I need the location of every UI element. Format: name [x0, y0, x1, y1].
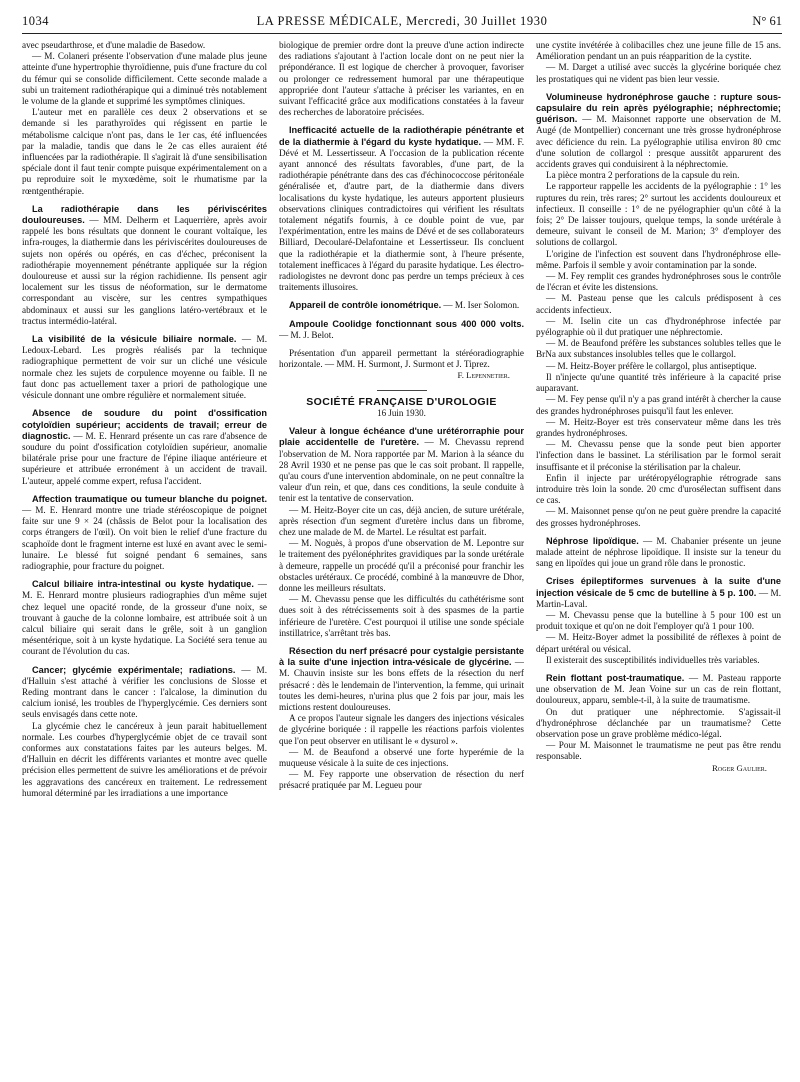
article-heading: La visibilité de la vésicule biliaire normale. — [32, 334, 237, 345]
article-paragraph — [22, 665, 267, 721]
article-heading: Affection traumatique ou tumeur blanche du poignet. — [32, 493, 267, 504]
body-paragraph: Enfin il injecte par urétéropyélographie rétrograde sans introduire très loin la sonde. 20 cmc d'urosélectan suffisent dans ce cas. — [536, 472, 781, 506]
article-text: — M. Martin-Laval. — [536, 587, 781, 609]
article-heading: La radiothérapie dans les périviscérites douloureuses. — [22, 203, 267, 226]
article-text: — M. Iser Solomon. — [441, 300, 520, 311]
article-text: — MM. F. Dévé et M. Lessertisseur. A l'occasion de la publication récente ayant annoncé des résultats favorables, d'une part, de la radiothérapie pénétrante dans des cas d'échinococcose péritonéale généralisée et, d'autre part, de la diathermie dans divers localisations du kyste hydatique, les auteurs apportent plusieurs observations cliniques contradictoires qui vérifient les résultats totalement négatifs fournis, à ce double point de vue, par l'expérimentation, entre les mains de Dévé et de ses collaborateurs Billiard, Decoularé-Delafontaine et Lessertisseur. Ils concluent que la radiothérapie et la diathermie sont, à l'heure présente, totalement inefficaces à l'égard du parasite hydatique. Les électro-radiologistes ne devront donc pas perdre un temps précieux à ces traitements illusoires. — [279, 136, 524, 293]
body-paragraph: — M. Iselin cite un cas d'hydronéphrose infectée par pyélographie où il dut pratiquer une néphrectomie. — [536, 315, 781, 338]
body-paragraph: L'auteur met en parallèle ces deux 2 observations et se demande si les parathyroïdes qui régissent en partie le métabolisme calcique n'ont pas, dans le 1er cas, été influencées par la maladie, tandis que dans le 2e cas elles auraient été influencées par la radiothérapie. Il s'agirait là d'une sensibilisation spéciale dont il faut tenir compte puisque expérimentalement on a pu reproduire soit le myxœdème, soit le rhumatisme par la rœntgenthérapie. — [22, 107, 267, 196]
body-paragraph: — M. Colaneri présente l'observation d'une malade plus jeune atteinte d'une hypertrophie thyroïdienne, puis d'une fracture du col du fémur qui se consolide difficilement. Cette seconde malade a subi un traitement radiothérapique qui a diminué très notablement le volume de la glande et supprimé les symptômes cliniques. — [22, 51, 267, 107]
article-heading: Inefficacité actuelle de la radiothérapie pénétrante et de la diathermie à l'égard du kyste hydatique. — [279, 125, 524, 147]
article-text: — M. E. Henrard montre une triade stéréoscopique de poignet faite sur une 9 × 24 (châssis de Belot pour la localisation des corps étrangers de l'œil). On voit bien le relief d'une fracture du scaphoïde dont le fragment interne est luxé en avant avec le semi-lunaire. Le blessé fut soigné pendant 6 semaines, sans radiographie, pour fracture du poignet. — [22, 504, 267, 571]
column-right — [536, 40, 781, 1076]
article-text: — M. Chabanier présente un jeune malade atteint de néphrose lipoïdique. Il insiste sur la teneur du sang en lipoïdes qui joue un grand rôle dans le pronostic. — [536, 535, 781, 569]
article-paragraph — [22, 494, 267, 572]
article-paragraph — [279, 125, 524, 293]
body-paragraph: — M. Maisonnet pense qu'on ne peut guère prendre la capacité des grosses hydronéphroses. — [536, 506, 781, 528]
column-middle — [279, 40, 524, 1076]
session-date: 16 Juin 1930. — [377, 407, 426, 418]
article-heading: Crises épileptiformes survenues à la suite d'une injection vésicale de 5 cmc de butelline à 5 p. 100. — [536, 576, 781, 598]
society-title: SOCIÉTÉ FRANÇAISE D'UROLOGIE — [306, 395, 497, 408]
article-heading: Résection du nerf présacré pour cystalgie persistante à la suite d'une injection intra-vésicale de glycérine. — [279, 645, 524, 668]
article-heading: Néphrose lipoïdique. — [546, 535, 639, 546]
masthead: LA PRESSE MÉDICALE, Mercredi, 30 Juillet 1930 — [256, 14, 548, 28]
body-paragraph: — M. Chevassu pense que les difficultés du cathétérisme sont dues soit à des rétrécissements soit à des spasmes de la partie inférieure de l'uretère. C'est pourquoi il utilise une sonde spéciale instillatrice, s'arrêtant très bas. — [279, 594, 524, 638]
article-heading: Calcul biliaire intra-intestinal ou kyste hydatique. — [32, 579, 254, 590]
body-paragraph: La pièce montra 2 perforations de la capsule du rein. — [546, 170, 740, 181]
article-text: Présentation d'un appareil permettant la stéréoradiographie horizontale. — MM. H. Surmont, J. Surmont et J. Tiprez. — [279, 348, 524, 370]
article-paragraph — [279, 646, 524, 713]
body-paragraph: Il n'injecte qu'une quantité très inférieure à la capacité prise auparavant. — [536, 371, 781, 394]
body-paragraph: — M. Noguès, à propos d'une observation de M. Lepontre sur le traitement des pyélonéphrites gravidiques par la sonde urétérale à demeure, rappelle un procédé qu'il a préconisé pour franchir les obstacles urétéraux. Ce procédé, combiné à la manœuvre de Dhor, donne les meilleurs résultats. — [279, 538, 524, 593]
section-divider — [377, 390, 427, 391]
body-paragraph: — M. Pasteau pense que les calculs prédisposent à ces accidents infectieux. — [536, 293, 781, 315]
article-heading: Rein flottant post-traumatique. — [546, 672, 685, 683]
article-paragraph — [536, 92, 781, 170]
issue-number: N° 61 — [752, 14, 782, 28]
article-text: — M. Pasteau rapporte une observation de M. Jean Voine sur un cas de rein flottant, douloureux, apparu, semble-t-il, à la suite de traumatisme. — [536, 672, 781, 706]
article-text: — M. d'Halluin s'est attaché à vérifier les conclusions de Slosse et Reding montrant dans le cancer : l'alcalose, la diminution du calcium ionisé, les troubles de l'hyperglycémie. Ces derniers sont seuls envisagés dans cette note. — [22, 664, 267, 720]
article-heading: Absence de soudure du point d'ossification cotyloïdien supérieur; accidents de travail; erreur de diagnostic. — [22, 408, 267, 441]
body-paragraph: La glycémie chez le cancéreux à jeun parait habituellement normale. Les courbes d'hyperglycémie objet de ce travail sont conformes aux constatations faites par les auteurs belges. M. d'Halluin en décrit les différents variantes et montre avec quelle précision elles permettent de suivre les améliorations et de prévoir les aggravations des cancéreux en traitement. Le redressement humoral déterminé par les irradiations a une importance — [22, 720, 267, 798]
article-paragraph — [22, 579, 267, 657]
article-paragraph — [22, 204, 267, 327]
article-text: — M. E. Henrard montre plusieurs radiographies d'un même sujet chez lequel une opacité ronde, de la grosseur d'une noix, se trouvant à gauche de la colonne lombaire, est attribuée soit à un calcul biliaire qui serait dans le grêle, soit à un ganglion mésentérique, soit à un kyste hydatique. La Société sera tenue au courant de l'évolution du cas. — [22, 579, 267, 657]
body-paragraph: — M. Heitz-Boyer admet la possibilité de réflexes à point de départ urétéral ou vésical. — [536, 632, 781, 654]
article-heading: Volumineuse hydronéphrose gauche : rupture sous-capsulaire du rein après pyélographie; néphrectomie; guérison. — [536, 91, 781, 125]
article-heading: Valeur à longue échéance d'une urétérorraphie pour plaie accidentelle de l'uretère. — [279, 426, 524, 448]
body-paragraph: — M. Chevassu pense que la butelline à 5 pour 100 est un produit toxique et qu'on ne doit l'employer qu'à 1 pour 100. — [536, 609, 781, 632]
article-paragraph — [536, 576, 781, 610]
body-paragraph: avec pseudarthrose, et d'une maladie de Basedow. — [22, 40, 206, 50]
body-paragraph: Le rapporteur rappelle les accidents de la pyélographie : 1° les ruptures du rein, très rares; 2° surtout les accidents douloureux et infectieux. Il conseille : 1° de ne pyélographier qu'un côté à la fois; 2° De laisser toujours, quelque temps, la sonde urétérale à demeure, suivant le conseil de M. Marion; 3° d'employer des solutions de collargol. — [536, 181, 781, 248]
body-paragraph: — M. Heitz-Boyer cite un cas, déjà ancien, de suture urétérale, après résection d'un segment d'uretère inclus dans un fibrome, chez une malade de M. de Martel. Le résultat est parfait. — [279, 504, 524, 537]
article-paragraph — [279, 348, 524, 370]
body-paragraph: — M. Heitz-Boyer préfère le collargol, plus antiseptique. — [546, 360, 757, 371]
page-header — [22, 6, 782, 34]
article-paragraph — [279, 426, 524, 504]
body-paragraph: — Pour M. Maisonnet le traumatisme ne peut pas être rendu responsable. — [536, 740, 781, 762]
body-paragraph: Il existerait des susceptibilités individuelles très variables. — [546, 654, 760, 665]
body-paragraph: L'origine de l'infection est souvent dans l'hydronéphrose elle-même. Parfois il semble y avoir contamination par la sonde. — [536, 248, 781, 270]
article-text: — M. E. Henrard présente un cas rare d'absence de soudure du point d'ossification cotyloïdien supérieur, anomalie bilatérale prise pour une fracture de l'épine iliaque antérieure et supérieure et attribuée erronément à un accident de travail. L'auteur, appelé comme expert, refusa l'accident. — [22, 430, 267, 486]
article-text: — M. Chevassu reprend l'observation de M. Nora rapportée par M. Marion à la séance du 28 Avril 1930 et ne pense pas que le cas soit probant. Il rappelle, qu'au cours d'une intervention abdominale, on ne peut connaître la valeur d'un rein, et que, dans ces conditions, la seule conduite à tenir est la tentative de conservation. — [279, 437, 524, 504]
body-paragraph: On dut pratiquer une néphrectomie. S'agissait-il d'hydronéphrose déclanchée par un traumatisme? Cette observation pose un grave problème médico-légal. — [536, 706, 781, 739]
column-left — [22, 40, 267, 1076]
article-text: — MM. Delherm et Laquerrière, après avoir rappelé les bons résultats que donnent le courant voltaïque, les infra-rouges, la diathermie dans les périviscérites douloureuses de sujets non opérés ou opérés, en cas d'échec, préconisent la radiothérapie moyennement pénétrante appliquée sur la région douloureuse et aussi sur la région rachidienne. Ils pensent agir localement sur les tissus de néoformation, sur le dermatome correspondant au viscère, sur les centres sympathiques abdominaux et aussi sur les ganglions latéro-vertébraux et le tractus intermédio-latéral. — [22, 215, 267, 326]
article-text: — M. Chauvin insiste sur les bons effets de la résection du nerf présacré : dès le lendemain de l'intervention, la femme, qui urinait toutes les demi-heures, n'urina plus que 2 fois par jour, mais les mictions restent douloureuses. — [279, 657, 524, 712]
article-paragraph — [279, 319, 524, 341]
body-paragraph: — M. Fey rapporte une observation de résection du nerf présacré pratiquée par M. Legueu pour — [279, 769, 524, 791]
body-paragraph: A ce propos l'auteur signale les dangers des injections vésicales de glycérine boriquée : il rappelle les réactions parfois violentes que l'on peut observer en utilisant le « dysurol ». — [279, 713, 524, 746]
body-paragraph: — M. Darget a utilisé avec succès la glycérine boriquée chez les prostatiques qui ne vident pas bien leur vessie. — [536, 62, 781, 84]
article-paragraph — [279, 300, 524, 311]
page-number: 1034 — [22, 14, 49, 28]
body-paragraph: — M. de Beaufond a observé une forte hyperémie de la muqueuse vésicale à la suite de ces injections. — [279, 746, 524, 768]
body-paragraph: — M. Fey remplit ces grandes hydronéphroses sous le contrôle de l'écran et évite les distensions. — [536, 271, 781, 293]
body-paragraph: — M. Heitz-Boyer est très conservateur même dans les très grandes hydronéphroses. — [536, 416, 781, 438]
author-signature: F. Lepennetier. — [457, 370, 510, 381]
article-heading: Cancer; glycémie expérimentale; radiations. — [32, 664, 236, 675]
article-text: — M. Ledoux-Lebard. Les progrès réalisés par la technique radiographique permettent de voir sur un cliché une vésicule normale chez les sujets de corpulence moyenne ou faible. Il ne faut donc pas actuellement taxer a priori de pathologique une vésicule donnant une ombre régulière et normalement située. — [22, 334, 267, 401]
article-paragraph — [536, 536, 781, 570]
article-heading: Appareil de contrôle ionométrique. — [289, 300, 442, 311]
article-text: — M. Maisonnet rapporte une observation de M. Augé (de Montpellier) concernant une très grosse hydronéphrose avec déficience du rein. La pyélographie utilisa environ 80 cmc d'une solution de collargol : presque aussitôt apparurent des accidents graves qui conduisirent à la néphrectomie. — [536, 114, 781, 170]
article-paragraph — [22, 408, 267, 486]
body-paragraph: — M. de Beaufond préfère les substances solubles telles que le BrNa aux substances insolubles telles que le collargol. — [536, 338, 781, 360]
article-paragraph — [22, 334, 267, 401]
article-heading: Ampoule Coolidge fonctionnant sous 400 000 volts. — [289, 318, 524, 329]
author-signature: Roger Gaulier. — [712, 762, 767, 773]
body-paragraph: biologique de premier ordre dont la preuve d'une action indirecte des radiations s'ajoutant à l'action locale dont on ne peut nier la prépondérance. Il est logique de chercher à provoquer, favoriser ou prolonger ce redressement humoral par une thérapeutique appropriée dont l'auteur s'attache à préciser les variantes, en en suivant l'efficacité grâce aux modifications constatées à la faveur des recherches de laboratoire précisées. — [279, 40, 524, 118]
article-paragraph — [536, 673, 781, 707]
body-paragraph: — M. Chevassu pense que la sonde peut bien apporter l'infection dans le bassinet. La stérilisation par le formol serait insuffisante et il préconise la stérilisation par la chaleur. — [536, 439, 781, 472]
body-paragraph: — M. Fey pense qu'il n'y a pas grand intérêt à chercher la cause des grandes hydronéphroses puisqu'il faut les enlever. — [536, 394, 781, 416]
article-text: — M. J. Belot. — [279, 329, 334, 340]
body-paragraph: une cystite invétérée à colibacilles chez une jeune fille de 15 ans. Amélioration pendant un an puis réapparition de la cystite. — [536, 40, 781, 62]
